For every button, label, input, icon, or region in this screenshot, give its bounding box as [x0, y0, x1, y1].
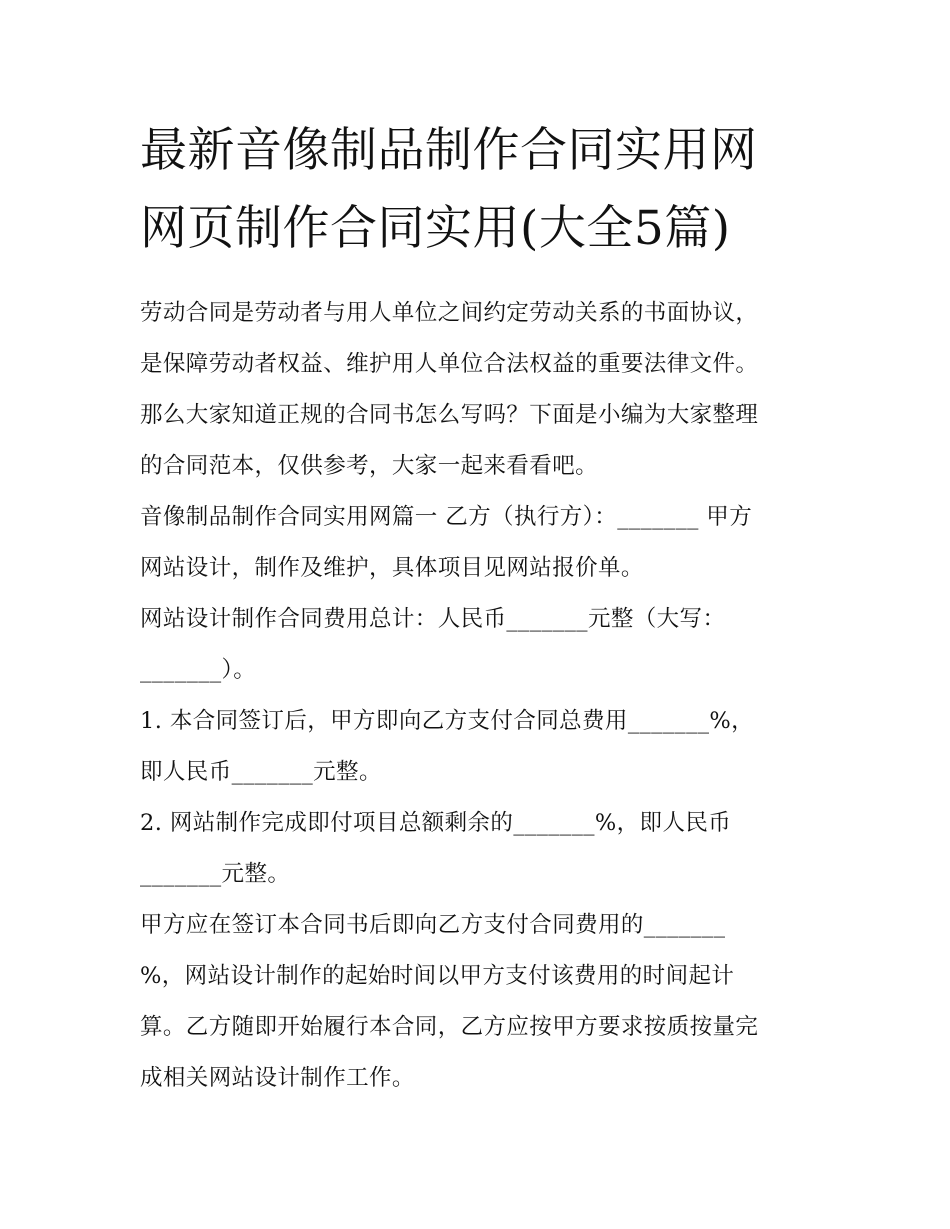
text-line: 劳动合同是劳动者与用人单位之间约定劳动关系的书面协议，	[140, 300, 759, 326]
clause-1-paragraph	[140, 696, 820, 798]
clause-2-paragraph	[140, 798, 820, 900]
text-line: 那么大家知道正规的合同书怎么写吗？下面是小编为大家整理	[140, 402, 759, 428]
text-line: 成相关网站设计制作工作。	[140, 1065, 415, 1091]
title-line-1: 最新音像制品制作合同实用网	[140, 123, 758, 178]
text-line: 网站设计制作合同费用总计：人民币_______元整（大写：	[140, 606, 726, 632]
document-page	[140, 112, 820, 1104]
text-line: 甲方应在签订本合同书后即向乙方支付合同费用的_______	[140, 912, 726, 938]
text-line: _______元整。	[140, 861, 291, 887]
text-line: 的合同范本，仅供参考，大家一起来看看吧。	[140, 453, 599, 479]
text-line: 算。乙方随即开始履行本合同，乙方应按甲方要求按质按量完	[140, 1014, 759, 1040]
text-line: _______）。	[140, 657, 257, 683]
title-line-2: 网页制作合同实用(大全5篇)	[140, 201, 731, 256]
total-fee-paragraph	[140, 594, 820, 696]
text-line: 是保障劳动者权益、维护用人单位合法权益的重要法律文件。	[140, 351, 759, 377]
text-line: 音像制品制作合同实用网篇一 乙方（执行方）：_______ 甲方	[140, 504, 753, 530]
document-title	[140, 112, 820, 268]
section-one-paragraph	[140, 492, 820, 594]
text-line: 1. 本合同签订后，甲方即向乙方支付合同总费用_______%，	[140, 708, 755, 734]
text-line: 即人民币_______元整。	[140, 759, 382, 785]
text-line: %，网站设计制作的起始时间以甲方支付该费用的时间起计	[140, 963, 735, 989]
intro-paragraph	[140, 288, 820, 492]
text-line: 网站设计，制作及维护，具体项目见网站报价单。	[140, 555, 644, 581]
text-line: 2. 网站制作完成即付项目总额剩余的_______%，即人民币	[140, 810, 732, 836]
document-body	[140, 288, 820, 1104]
payment-terms-paragraph	[140, 900, 820, 1104]
